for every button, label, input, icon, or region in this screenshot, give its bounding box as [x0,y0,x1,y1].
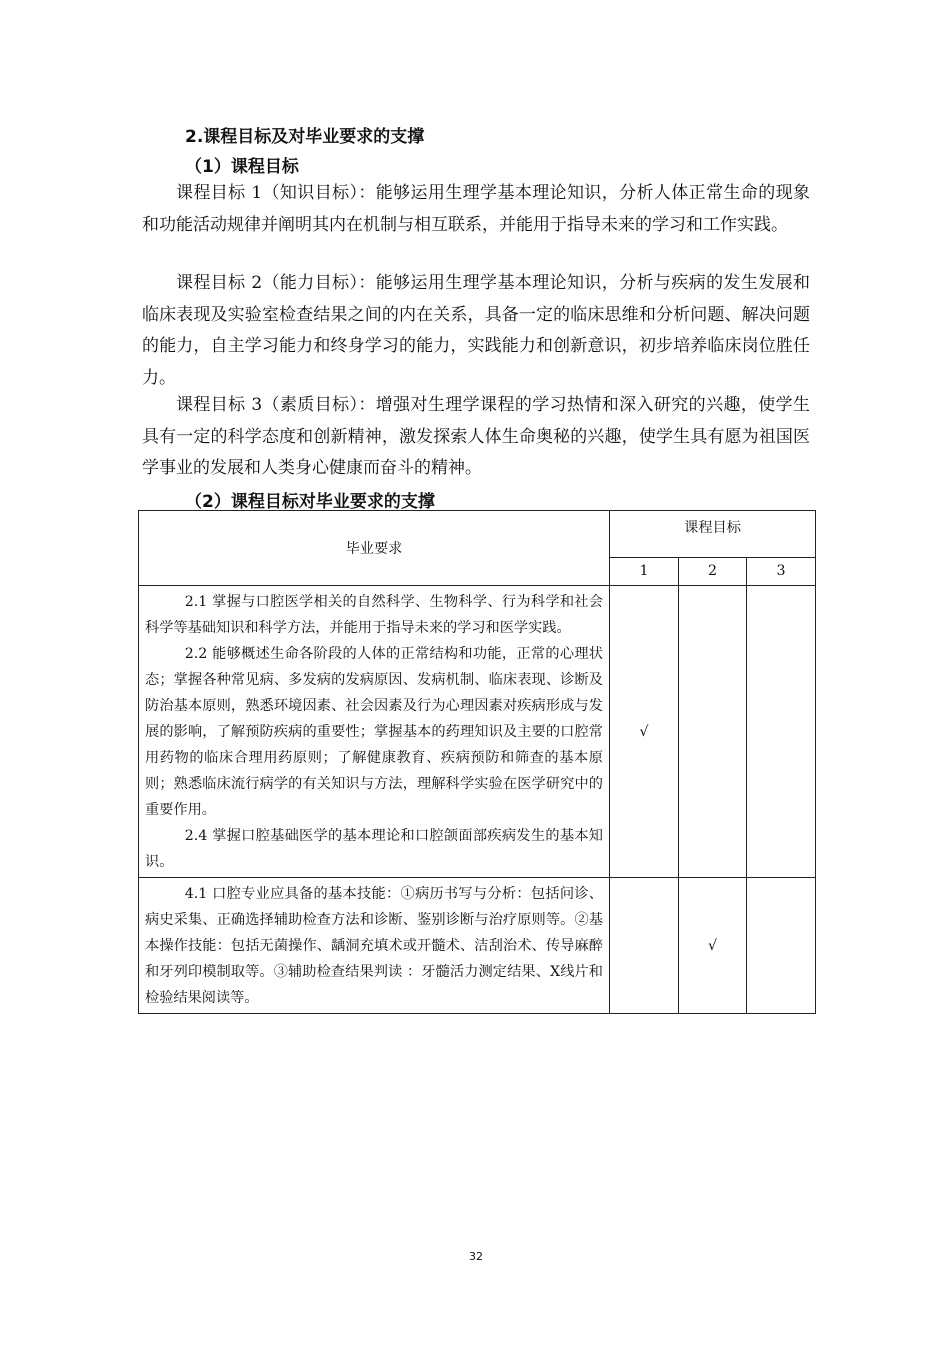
requirement-4-1: 4.1 口腔专业应具备的基本技能：①病历书写与分析：包括问诊、病史采集、正确选择辅助检查方法和诊断、鉴别诊断与治疗原则等。②基本操作技能：包括无菌操作、龋洞充填术或开髓术、洁刮治术、传导麻醉和牙列印模制取等。③辅助检查结果判读 ：牙髓活力测定结果、X线片和检验结果阅读等。 [145,886,603,1006]
mark-cell [747,586,816,878]
requirement-2-1: 2.1 掌握与口腔医学相关的自然科学、生物科学、行为科学和社会科学等基础知识和科学方法，并能用于指导未来的学习和医学实践。 [145,594,603,636]
requirement-2-2: 2.2 能够概述生命各阶段的人体的正常结构和功能，正常的心理状态；掌握各种常见病、多发病的发病原因、发病机制、临床表现、诊断及防治基本原则，熟悉环境因素、社会因素及行为心理因素对疾病形成与发展的影响，了解预防疾病的重要性；掌握基本的药理知识及主要的口腔常用药物的临床合理用药原则；了解健康教育、疾病预防和筛查的基本原则；熟悉临床流行病学的有关知识与方法，理解科学实验在医学研究中的重要作用。 [145,646,603,818]
subsection-goal-support: （2）课程目标对毕业要求的支撑 [185,492,435,512]
mark-cell [679,586,747,878]
header-goal-3: 3 [747,557,816,585]
page-number: 32 [469,1250,483,1263]
requirement-2-4: 2.4 掌握口腔基础医学的基本理论和口腔颌面部疾病发生的基本知识。 [145,828,603,870]
goal-support-table [138,510,816,1014]
course-goal-2: 课程目标 2（能力目标）：能够运用生理学基本理论知识，分析与疾病的发生发展和临床表现及实验室检查结果之间的内在关系，具备一定的临床思维和分析问题、解决问题的能力，自主学习能力和终身学习的能力，实践能力和创新意识，初步培养临床岗位胜任力。 [142,273,810,388]
mark-cell [747,878,816,1014]
requirement-cell [139,878,610,1014]
header-requirement: 毕业要求 [139,511,610,586]
subsection-course-goals: （1）课程目标 [185,157,299,177]
table-row [139,878,816,1014]
header-goal-2: 2 [679,557,747,585]
header-goal-1: 1 [610,557,679,585]
header-course-goals: 课程目标 [610,511,816,558]
course-goal-3: 课程目标 3（素质目标）：增强对生理学课程的学习热情和深入研究的兴趣，使学生具有一定的科学态度和创新精神，激发探索人体生命奥秘的兴趣，使学生具有愿为祖国医学事业的发展和人类身心健康而奋斗的精神。 [142,395,810,478]
mark-cell [610,878,679,1014]
mark-cell: √ [610,586,679,878]
requirement-cell [139,586,610,878]
section-title: 2.课程目标及对毕业要求的支撑 [185,127,425,147]
mark-cell: √ [679,878,747,1014]
course-goal-1: 课程目标 1（知识目标）：能够运用生理学基本理论知识，分析人体正常生命的现象和功能活动规律并阐明其内在机制与相互联系，并能用于指导未来的学习和工作实践。 [142,183,810,235]
table-row [139,586,816,878]
